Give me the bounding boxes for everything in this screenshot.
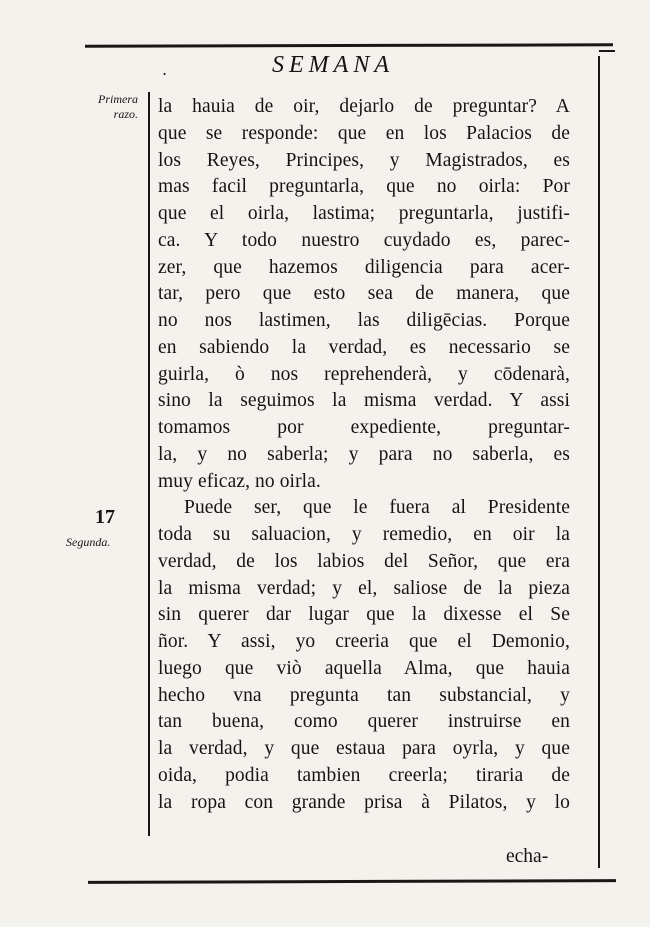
text-line: tan buena, como querer instruirse en — [158, 711, 570, 733]
text-line: Puede ser, que le fuera al Presidente — [184, 497, 570, 519]
text-line: que se responde: que en los Palacios de — [158, 122, 570, 144]
marginal-note-second: Segunda. — [66, 535, 111, 549]
text-line: verdad, de los labios del Señor, que era — [158, 550, 570, 572]
marginal-note-first-reason: razo. — [113, 107, 138, 121]
right-frame-rule — [598, 56, 600, 868]
marginal-note-first: Primera — [98, 92, 138, 106]
text-line: oida, podia tambien creerla; tiraria de — [158, 764, 570, 786]
text-line: luego que viò aquella Alma, que hauia — [158, 657, 570, 679]
text-line: en sabiendo la verdad, es necessario se — [158, 336, 570, 358]
text-line: ca. Y todo nuestro cuydado es, parec- — [158, 229, 570, 251]
section-number: 17 — [95, 506, 115, 528]
text-line: que el oirla, lastima; preguntarla, justifi- — [158, 203, 570, 224]
text-line: hecho vna pregunta tan substancial, y — [158, 684, 570, 706]
catchword: echa- — [506, 846, 549, 867]
running-head: SEMANA — [272, 52, 394, 78]
text-line: ñor. Y assi, yo creeria que el Demonio, — [158, 631, 570, 652]
text-line: muy eficaz, no oirla. — [158, 470, 321, 492]
text-line: la, y no saberla; y para no saberla, es — [158, 443, 570, 465]
text-line: no nos lastimen, las diligēcias. Porque — [158, 310, 570, 331]
text-line: mas facil preguntarla, que no oirla: Por — [158, 176, 570, 198]
text-line: la hauia de oir, dejarlo de preguntar? A — [158, 96, 570, 117]
text-line: tomamos por expediente, preguntar- — [158, 417, 570, 438]
text-line: la ropa con grande prisa à Pilatos, y lo — [158, 791, 570, 813]
text-line: sin querer dar lugar que la dixesse el Se — [158, 604, 570, 626]
text-line: los Reyes, Principes, y Magistrados, es — [158, 149, 570, 171]
body-text — [158, 94, 570, 816]
top-rule — [85, 43, 613, 47]
text-line: toda su saluacion, y remedio, en oir la — [158, 524, 570, 545]
head-mark: . — [162, 60, 168, 79]
text-line: tar, pero que esto sea de manera, que — [158, 283, 570, 305]
text-line: sino la seguimos la misma verdad. Y assi — [158, 390, 570, 412]
frame-corner — [599, 50, 615, 52]
left-frame-rule — [148, 92, 150, 836]
text-line: la misma verdad; y el, saliose de la pieza — [158, 577, 570, 599]
text-line: la verdad, y que estaua para oyrla, y que — [158, 738, 570, 759]
text-line: zer, que hazemos diligencia para acer- — [158, 256, 570, 278]
text-line: guirla, ò nos reprehenderà, y cōdenarà, — [158, 363, 570, 385]
bottom-rule — [88, 879, 616, 884]
